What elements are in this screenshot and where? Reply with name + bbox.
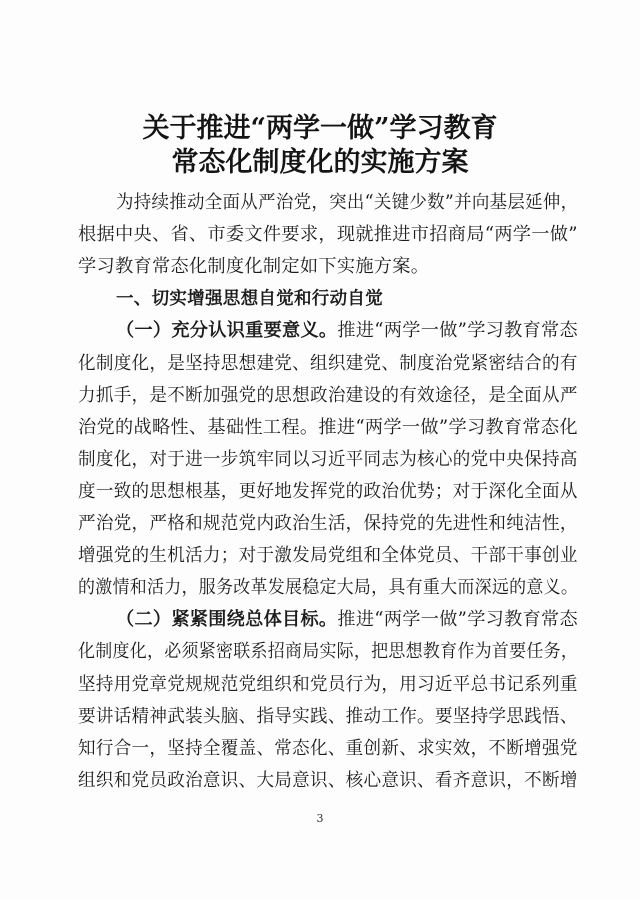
line-text: 度一致的思想根基，更好地发挥党的政治优势；对于深化全面从 (78, 480, 578, 502)
line-text: 为持续推动全面从严治党，突出“关键少数”并向基层延伸， (116, 192, 579, 213)
line-text: 化制度化，必须紧密联系招商局实际，把思想教育作为首要任务， (78, 641, 579, 663)
paragraph-line (78, 476, 578, 508)
subsection-lead: （一）充分认识重要意义。 (116, 320, 338, 342)
paragraph-line (78, 251, 578, 283)
paragraph-line (116, 315, 577, 347)
paragraph-line (78, 444, 578, 476)
paragraph-line (78, 765, 578, 797)
paragraph-line (78, 733, 578, 765)
line-text: 严治党，严格和规范党内政治生活，保持党的先进性和纯洁性， (78, 513, 578, 534)
paragraph-line (78, 636, 579, 668)
line-text: 制度化，对于进一步筑牢同以习近平同志为核心的党中央保持高 (78, 448, 578, 470)
line-text: 推进“两学一做”学习教育常态 (337, 320, 578, 342)
line-text: 推进“两学一做”学习教育常态 (337, 609, 578, 631)
paragraph-line (78, 508, 578, 540)
paragraph-line (78, 701, 578, 733)
page-number: 3 (316, 812, 324, 825)
paragraph-line (78, 540, 578, 572)
line-text: 的激情和活力，服务改革发展稳定大局，具有重大而深远的意义。 (78, 577, 579, 599)
paragraph-line (116, 604, 577, 636)
line-text: 增强党的生机活力；对于激发局党组和全体党员、干部干事创业 (78, 545, 578, 567)
line-text: 要讲话精神武装头脑、指导实践、推动工作。要坚持学思践悟、 (78, 705, 578, 727)
paragraph-line (78, 219, 578, 251)
line-text: 组织和党员政治意识、大局意识、核心意识、看齐意识，不断增 (78, 769, 578, 791)
paragraph-line (78, 348, 578, 380)
line-text: 坚持用党章党规规范党组织和党员行为，用习近平总书记系列重 (78, 673, 578, 695)
line-text: 力抓手，是不断加强党的思想政治建设的有效途径，是全面从严 (78, 384, 578, 406)
paragraph-line (78, 412, 578, 444)
paragraph-line (78, 572, 579, 604)
line-text: 化制度化，是坚持思想建党、组织建党、制度治党紧密结合的有 (78, 352, 578, 374)
paragraph-line (78, 380, 578, 412)
line-text: 知行合一，坚持全覆盖、常态化、重创新、求实效，不断增强党 (78, 737, 578, 759)
paragraph-line (116, 187, 579, 219)
line-text: 根据中央、省、市委文件要求，现就推进市招商局“两学一做” (78, 224, 578, 246)
paragraph-line (78, 669, 578, 701)
section-heading (116, 283, 578, 315)
subsection-lead: （二）紧紧围绕总体目标。 (116, 609, 338, 631)
line-text: 治党的战略性、基础性工程。推进“两学一做”学习教育常态化 (78, 416, 578, 438)
document-title-line-2: 常态化制度化的实施方案 (171, 147, 469, 178)
line-text: 一、切实增强思想自觉和行动自觉 (116, 289, 383, 310)
line-text: 学习教育常态化制度化制定如下实施方案。 (78, 256, 430, 278)
document-title-line-1: 关于推进“两学一做”学习教育 (142, 113, 498, 144)
